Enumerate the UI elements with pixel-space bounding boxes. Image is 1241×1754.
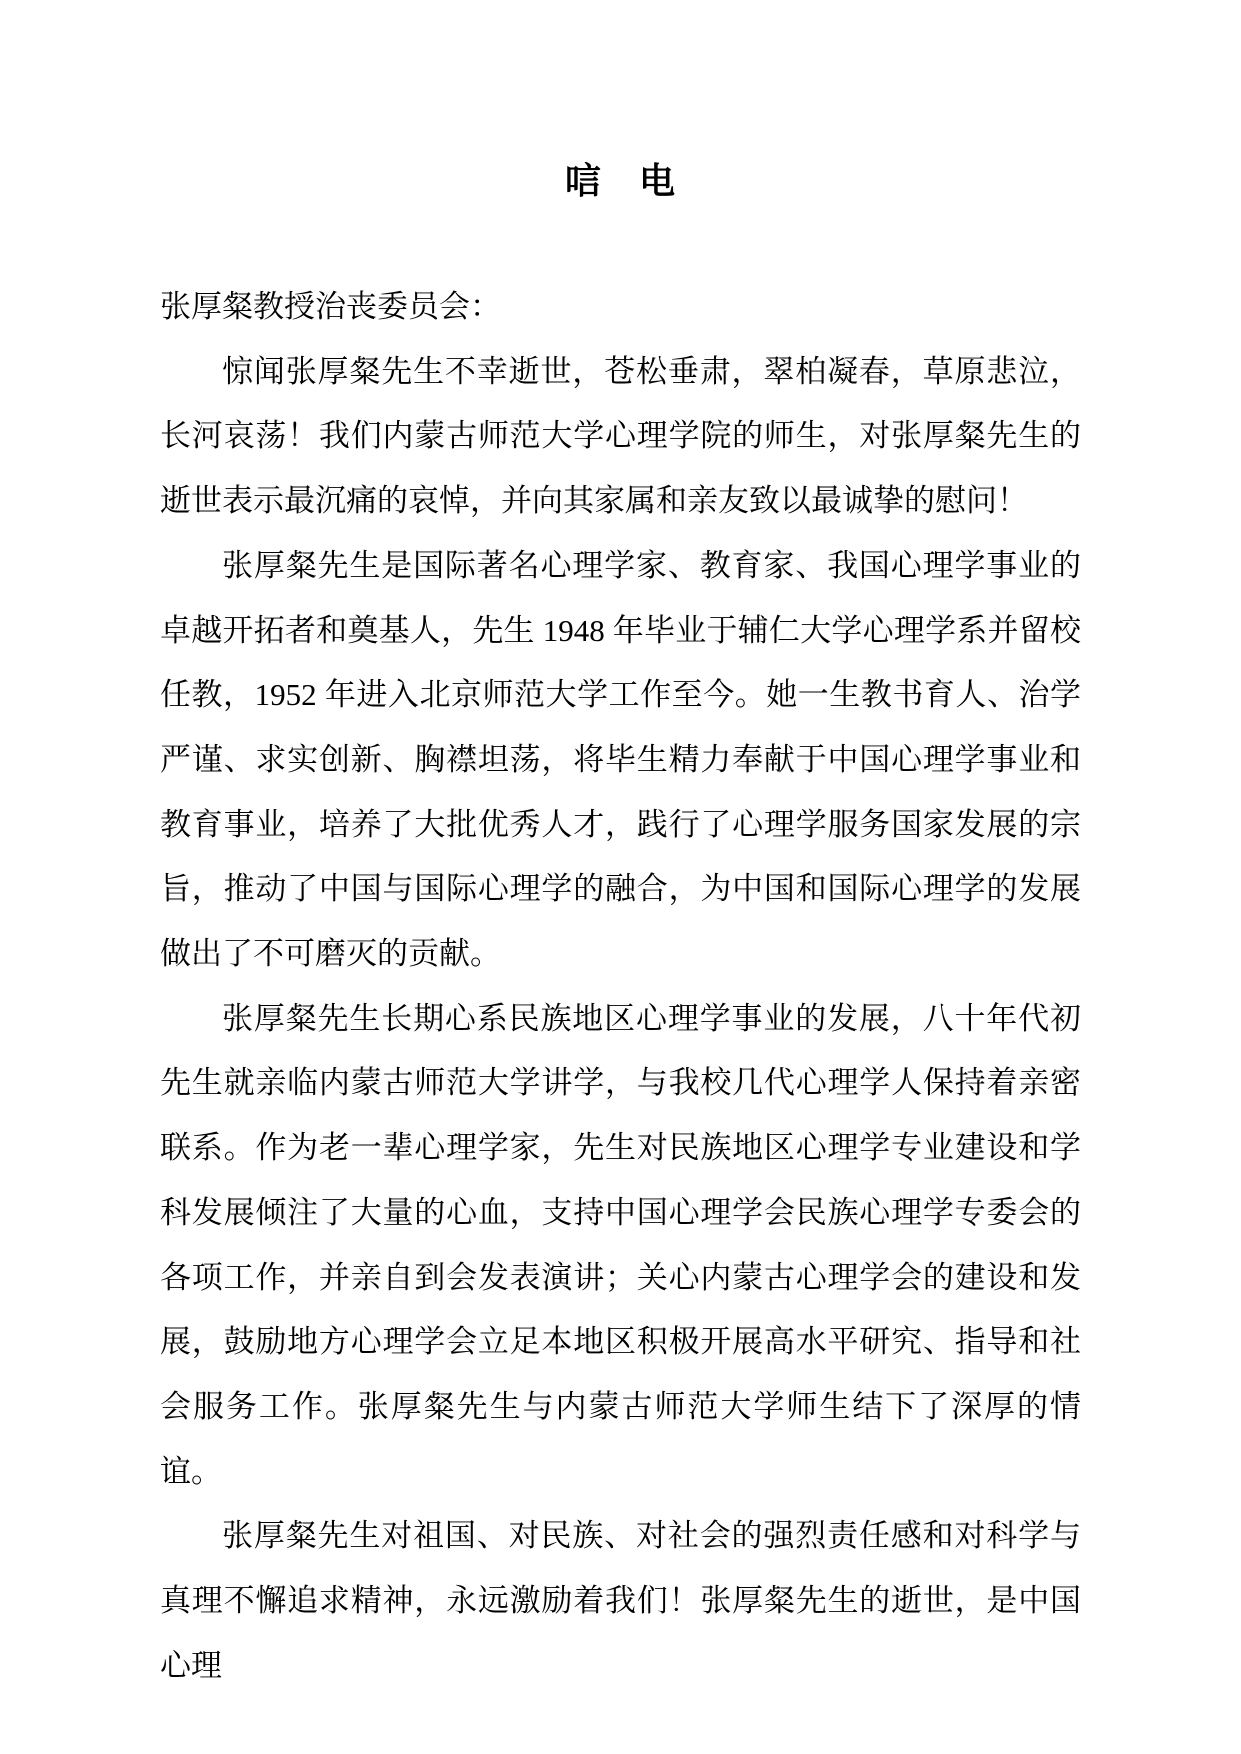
paragraph-condolence: 惊闻张厚粲先生不幸逝世，苍松垂肃，翠柏凝春，草原悲泣，长河哀荡！我们内蒙古师范大学心理学院的师生，对张厚粲先生的逝世表示最沉痛的哀悼，并向其家属和亲友致以最诚挚的慰问！ — [160, 353, 1081, 519]
salutation-line: 张厚粲教授治丧委员会： — [160, 289, 501, 324]
paragraph-regional-contribution: 张厚粲先生长期心系民族地区心理学事业的发展，八十年代初先生就亲临内蒙古师范大学讲学，与我校几代心理学人保持着亲密联系。作为老一辈心理学家，先生对民族地区心理学专业建设和学科发展倾注了大量的心血，支持中国心理学会民族心理学专委会的各项工作，并亲自到会发表演讲；关心内蒙古心理学会的建设和发展，鼓励地方心理学会立足本地区积极开展高水平研究、指导和社会服务工作。张厚粲先生与内蒙古师范大学师生结下了深厚的情谊。 — [160, 1000, 1081, 1489]
document-title: 唁 电 — [564, 161, 676, 201]
paragraph-biography: 张厚粲先生是国际著名心理学家、教育家、我国心理学事业的卓越开拓者和奠基人，先生 1948 年毕业于辅仁大学心理学系并留校任教，1952 年进入北京师范大学工作至今。她一生教书育人、治学严谨、求实创新、胸襟坦荡，将毕生精力奉献于中国心理学事业和教育事业，培养了大批优秀人才，践行了心理学服务国家发展的宗旨，推动了中国与国际心理学的融合，为中国和国际心理学的发展做出了不可磨灭的贡献。 — [160, 547, 1081, 972]
paragraph-legacy: 张厚粲先生对祖国、对民族、对社会的强烈责任感和对科学与真理不懈追求精神，永远激励着我们！张厚粲先生的逝世，是中国心理 — [160, 1518, 1081, 1683]
